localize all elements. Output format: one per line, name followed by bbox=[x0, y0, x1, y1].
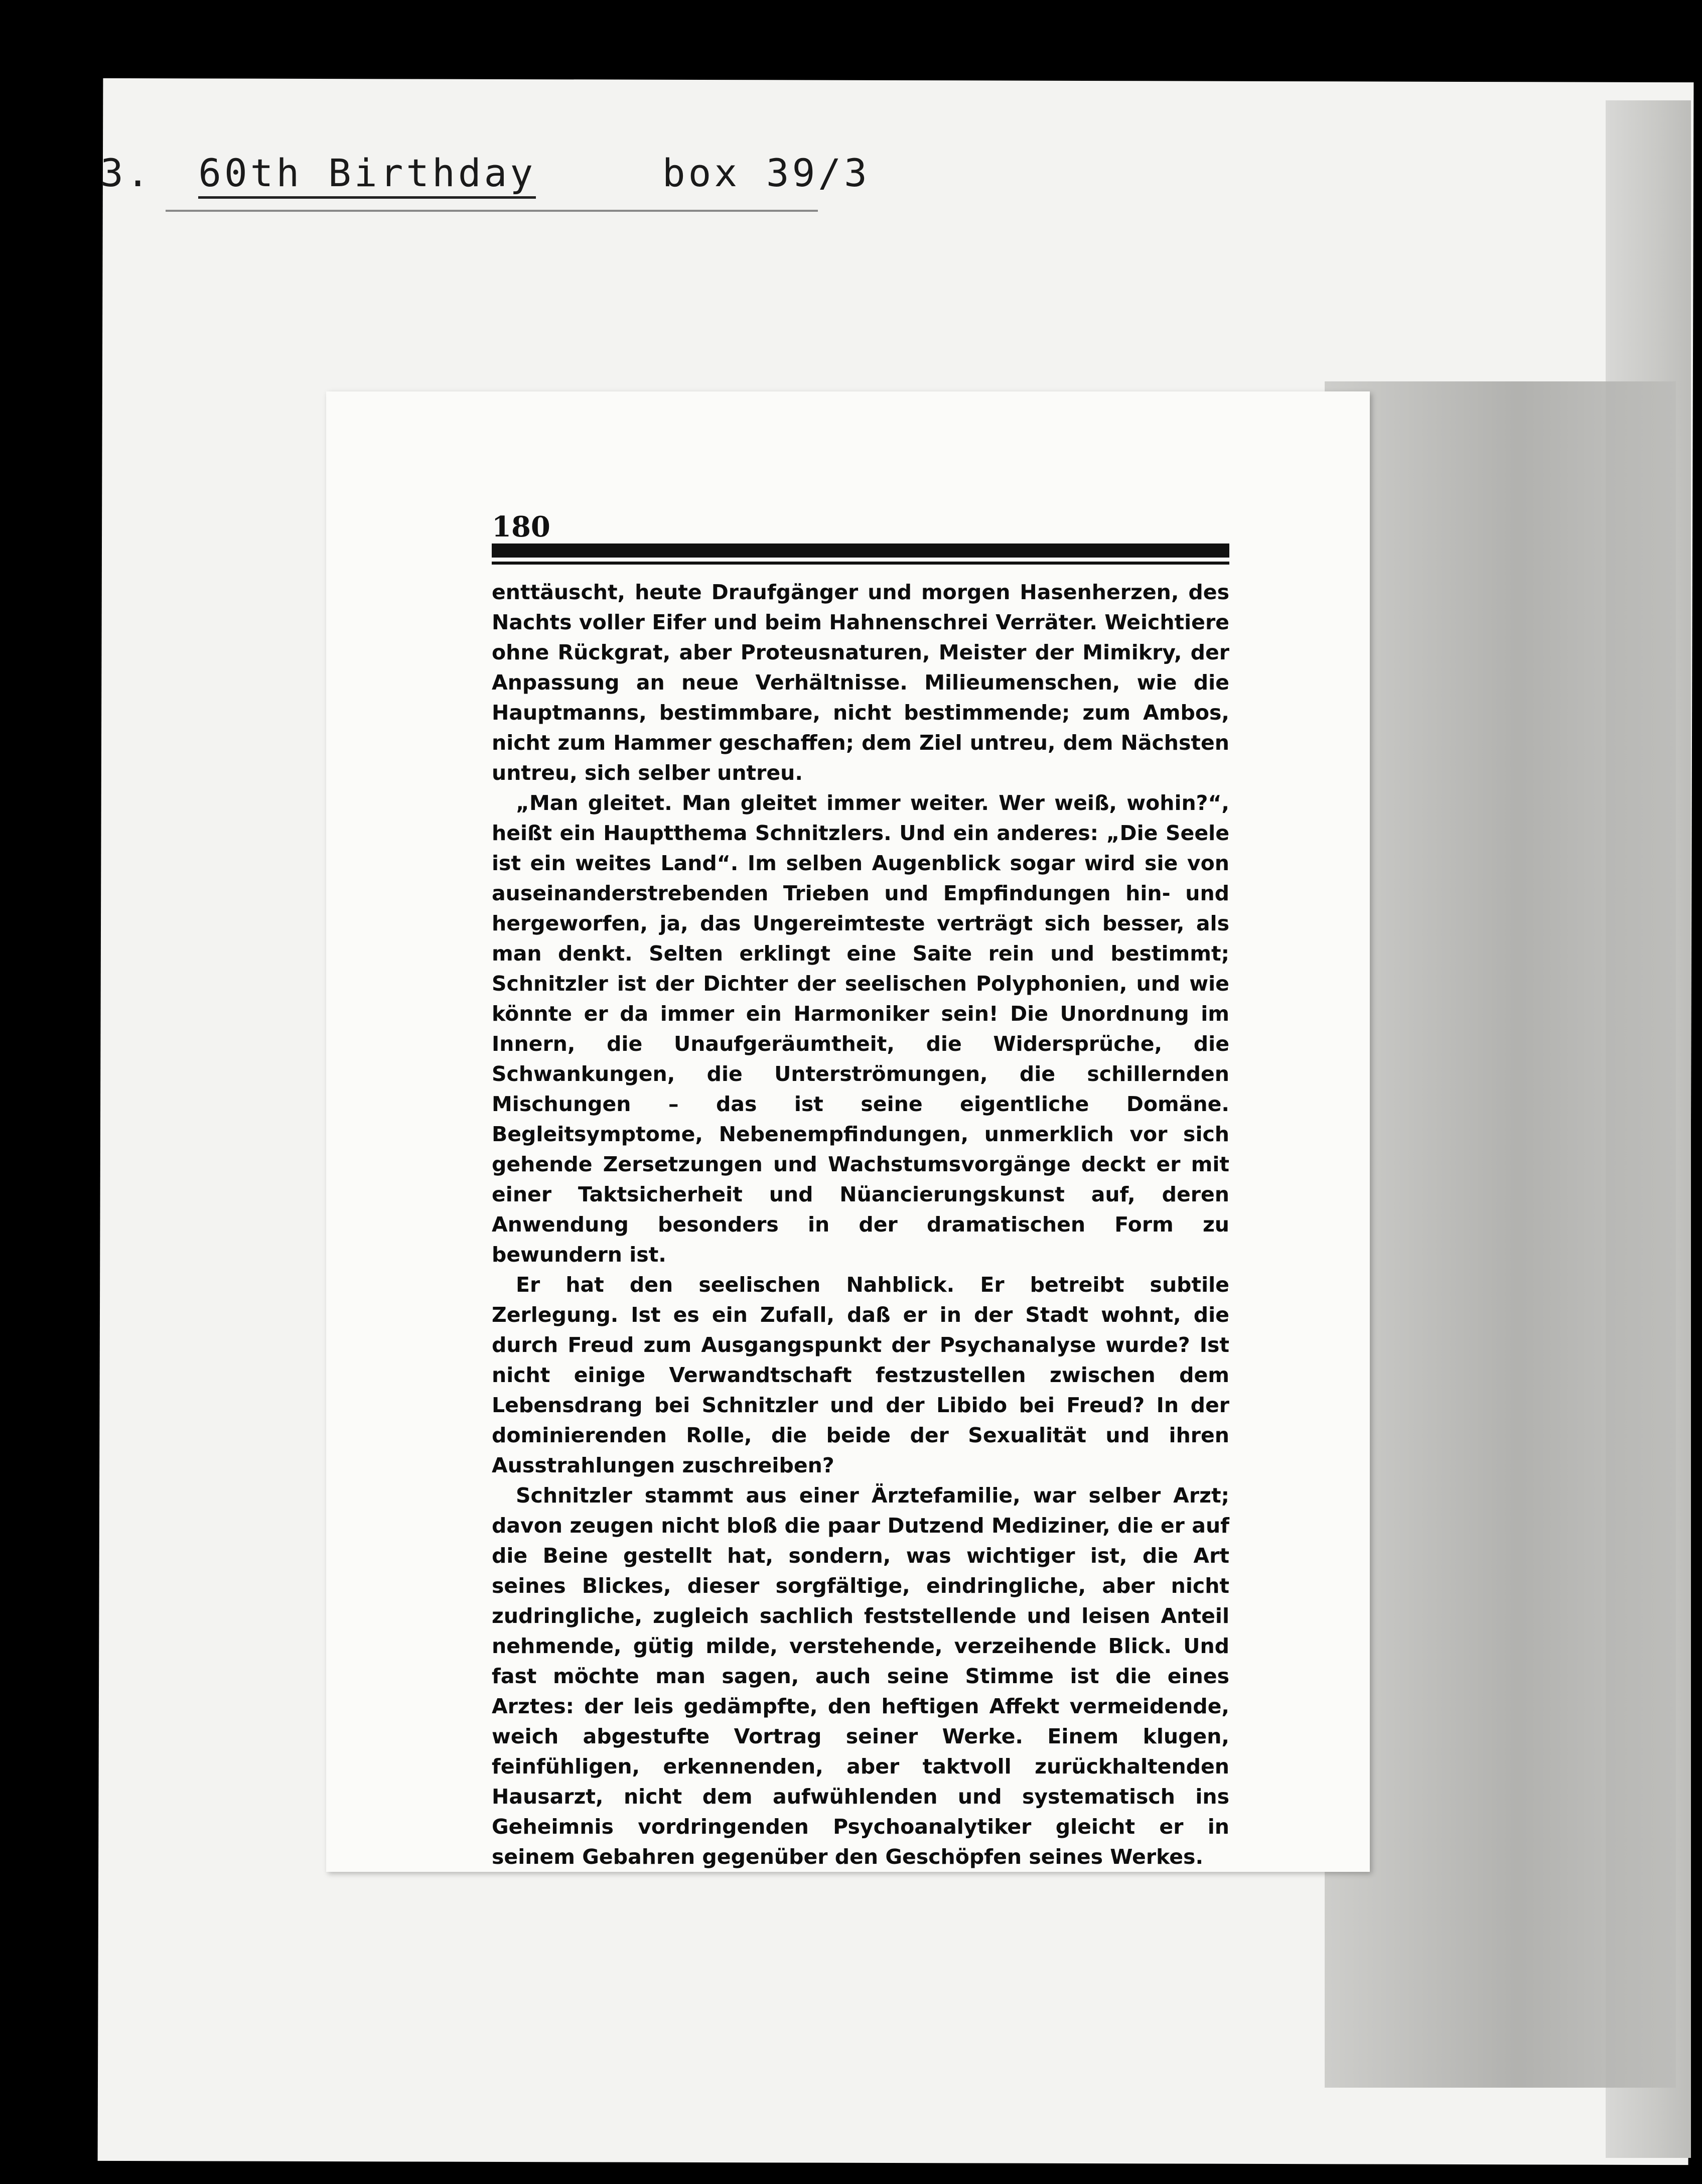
article-paragraph: enttäuscht, heute Draufgänger und morgen Hasenherzen, des Nachts voller Eifer und beim Hahnenschrei Verräter. Weichtiere ohne Rückgrat, aber Proteusnaturen, Meister der Mimikry, der Anpassung an neue Verhältnisse. Milieumenschen, wie die Hauptmanns, bestimmbare, nicht bestimmende; zum Ambos, nicht zum Hammer geschaffen; dem Ziel untreu, dem Nächsten untreu, sich selber untreu. bbox=[492, 580, 1229, 785]
archive-tag: 60th Birthday bbox=[198, 151, 536, 199]
newspaper-clipping bbox=[326, 391, 1370, 1872]
article-body bbox=[492, 577, 1229, 1872]
scan-shadow bbox=[1325, 381, 1676, 2088]
archive-box-label: box 39/3 bbox=[662, 151, 870, 195]
archive-header-rule bbox=[166, 210, 818, 212]
clipping-header bbox=[492, 510, 1229, 543]
archive-ref: 3. bbox=[100, 151, 153, 195]
header-bar bbox=[492, 543, 1229, 558]
page-number: 180 bbox=[492, 510, 550, 543]
article-paragraph: Er hat den seelischen Nahblick. Er betreibt subtile Zerlegung. Ist es ein Zufall, daß er in der Stadt wohnt, die durch Freud zum Ausgangspunkt der Psychanalyse wurde? Ist nicht einige Verwandtschaft festzustellen zwischen dem Lebensdrang bei Schnitzler und der Libido bei Freud? In der dominierenden Rolle, die beide der Sexualität und ihren Ausstrahlungen zuschreiben? bbox=[492, 1273, 1229, 1477]
header-bar-thin bbox=[492, 562, 1229, 565]
article-paragraph: Schnitzler stammt aus einer Ärztefamilie, war selber Arzt; davon zeugen nicht bloß die paar Dutzend Mediziner, die er auf die Beine gestellt hat, sondern, was wichtiger ist, die Art seines Blickes, dieser sorgfältige, eindringliche, aber nicht zudringliche, zugleich sachlich feststellende und leisen Anteil nehmende, gütig milde, verstehende, verzeihende Blick. Und fast möchte man sagen, auch seine Stimme ist die eines Arztes: der leis gedämpfte, den heftigen Affekt vermeidende, weich abgestufte Vortrag seiner Werke. Einem klugen, feinfühligen, erkennenden, aber taktvoll zurückhaltenden Hausarzt, nicht dem aufwühlenden und systematisch ins Geheimnis vordringenden Psychoanalytiker gleicht er in seinem Gebahren gegenüber den Geschöpfen seines Werkes. bbox=[492, 1483, 1229, 1869]
article-paragraph: „Man gleitet. Man gleitet immer weiter. Wer weiß, wohin?“, heißt ein Hauptthema Schnitzlers. Und ein anderes: „Die Seele ist ein weites Land“. Im selben Augenblick sogar wird sie von auseinanderstrebenden Trieben und Empfindungen hin- und hergeworfen, ja, das Ungereimteste verträgt sich besser, als man denkt. Selten erklingt eine Saite rein und bestimmt; Schnitzler ist der Dichter der seelischen Polyphonien, und wie könnte er da immer ein Harmoniker sein! Die Unordnung im Innern, die Unaufgeräumtheit, die Widersprüche, die Schwankungen, die Unterströmungen, die schillernden Mischungen – das ist seine eigentliche Domäne. Begleitsymptome, Nebenempfindungen, unmerklich vor sich gehende Zersetzungen und Wachstumsvorgänge deckt er mit einer Taktsicherheit und Nüancierungskunst auf, deren Anwendung besonders in der dramatischen Form zu bewundern ist. bbox=[492, 791, 1229, 1267]
archive-header bbox=[100, 151, 870, 199]
